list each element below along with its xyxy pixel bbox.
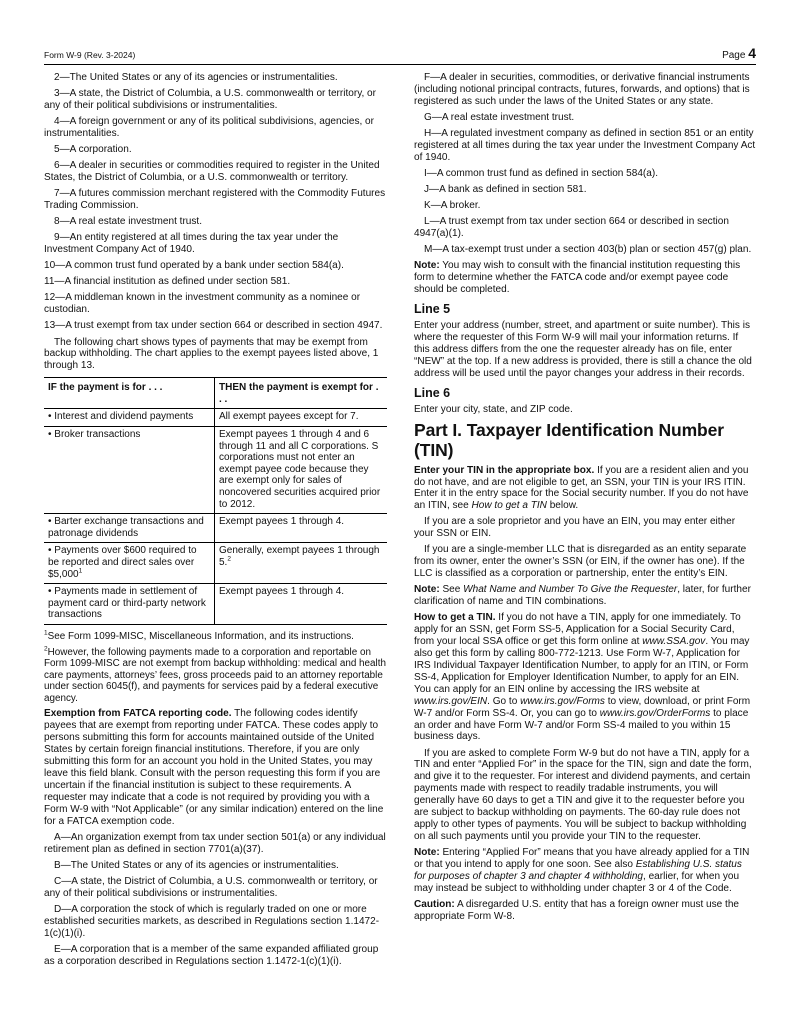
fatca-code-b: B—The United States or any of its agencies or instrumentalities. bbox=[54, 859, 339, 871]
irs-forms-link[interactable]: www.irs.gov/Forms bbox=[520, 695, 605, 707]
sole-proprietor-paragraph: If you are a sole proprietor and you have an EIN, you may enter either your SSN or EIN. bbox=[414, 516, 736, 540]
fatca-code-l: L—A trust exempt from tax under section 664 or described in section 4947(a)(1). bbox=[414, 216, 729, 240]
fatca-code-k: K—A broker. bbox=[424, 200, 481, 212]
left-column bbox=[44, 72, 387, 972]
note-fatca: Note: You may wish to consult with the financial institution requesting this form to determine whether the FATCA code and/or exempt payee code should be completed. bbox=[414, 260, 741, 296]
table-header-if: IF the payment is for . . . bbox=[44, 378, 215, 409]
form-label: Form W-9 (Rev. 3-2024) bbox=[44, 50, 136, 60]
fatca-code-g: G—A real estate investment trust. bbox=[424, 111, 575, 123]
fatca-code-c: C—A state, the District of Columbia, a U.S. commonwealth or territory, or any of their political subdivisions or instrumentalities. bbox=[44, 875, 378, 899]
table-cell-then: Exempt payees 1 through 4 and 6 through 11 and all C corporations. S corporations must not enter an exempt payee code because they are exempt only for sales of noncovered securities acquired prior to 2012. bbox=[215, 427, 388, 514]
exempt-payee-5: 5—A corporation. bbox=[54, 144, 132, 156]
exempt-payee-10: 10—A common trust fund operated by a bank under section 584(a). bbox=[44, 260, 344, 272]
exempt-payee-13: 13—A trust exempt from tax under section 664 or described in section 4947. bbox=[44, 320, 383, 332]
exempt-payee-8: 8—A real estate investment trust. bbox=[54, 216, 202, 228]
table-cell-then: All exempt payees except for 7. bbox=[215, 409, 388, 427]
footnote-ref: 2 bbox=[227, 555, 231, 563]
table-cell-if: • Interest and dividend payments bbox=[44, 409, 215, 427]
enter-tin-paragraph: Enter your TIN in the appropriate box. If you are a resident alien and you do not have, and are not eligible to get, an SSN, your TIN is your IRS ITIN. Enter it in the entry space for the Social security number. If you do not have an ITIN, see How to get a TIN below. bbox=[414, 464, 749, 512]
fatca-code-e: E—A corporation that is a member of the same expanded affiliated group as a corporation described in Regulations section 1.1472-1(c)(1)(i). bbox=[44, 943, 379, 967]
fatca-code-i: I—A common trust fund as defined in section 584(a). bbox=[424, 167, 658, 179]
fatca-code-f: F—A dealer in securities, commodities, or derivative financial instruments (including notional principal contracts, futures, forwards, and options) that is registered as such under the laws of the United States or any state. bbox=[414, 72, 750, 107]
fatca-title: Exemption from FATCA reporting code. bbox=[44, 708, 232, 720]
fatca-code-a: A—An organization exempt from tax under section 501(a) or any individual retirement plan as defined in section 7701(a)(37). bbox=[44, 831, 386, 855]
fatca-code-j: J—A bank as defined in section 581. bbox=[424, 184, 587, 195]
page-number: Page 4 bbox=[722, 45, 756, 61]
single-llc-paragraph: If you are a single-member LLC that is disregarded as an entity separate from its owner, enter the owner’s SSN (or EIN, if the owner has one). If the LLC is classified as a corporation or partnership, enter the entity’s EIN. bbox=[414, 544, 747, 580]
line6-heading: Line 6 bbox=[414, 385, 451, 400]
fatca-code-d: D—A corporation the stock of which is regularly traded on one or more established securities markets, as described in Regulations section 1.1472-1(c)(1)(i). bbox=[44, 903, 380, 939]
table-row bbox=[44, 409, 387, 427]
table-row bbox=[44, 427, 387, 514]
table-cell-if: • Broker transactions bbox=[44, 427, 215, 514]
fatca-paragraph: Exemption from FATCA reporting code. The following codes identify payees that are exempt from reporting under FATCA. These codes apply to persons submitting this form for accounts maintained outside of the United States by certain foreign financial institutions. Therefore, if you are only submitting this form for an account you hold in the United States, you may leave this field blank. Consult with the person requesting this form if you are uncertain if the financial institution is subject to these requirements. A requester may indicate that a code is not required by providing you with a Form W-9 with “Not Applicable” (or any similar indication) entered on the line for a FATCA exemption code. bbox=[44, 708, 384, 827]
table-cell-then: Exempt payees 1 through 4. bbox=[215, 514, 388, 543]
exempt-payee-2: 2—The United States or any of its agencies or instrumentalities. bbox=[54, 72, 338, 83]
footnote-1: $^1$See Form 1099-MISC, Miscellaneous Information, and its instructions. bbox=[44, 629, 354, 642]
line6-body: Enter your city, state, and ZIP code. bbox=[414, 403, 573, 415]
table-cell-then: Generally, exempt payees 1 through 5.$^2$ bbox=[215, 543, 388, 584]
table-header-then: THEN the payment is exempt for . . . bbox=[215, 378, 388, 409]
exempt-payee-9: 9—An entity registered at all times during the tax year under the Investment Company Act of 1940. bbox=[44, 232, 339, 256]
fatca-code-h: H—A regulated investment company as defined in section 851 or an entity registered at all times during the tax year under the Investment Company Act of 1940. bbox=[414, 128, 756, 163]
how-to-get-tin-paragraph: How to get a TIN. If you do not have a TIN, apply for one immediately. To apply for an SSN, get Form SS-5, Application for a Social Security Card, from your local SSA office or get this form online at www.SSA.gov. You may also get this form by calling 800-772-1213. Use Form W-7, Application for IRS Individual Taxpayer Identification Number, to apply for an ITIN, or Form SS-4, Application for Employer Identification Number, to apply for an EIN. You can apply for an EIN online by accessing the IRS website at www.irs.gov/EIN. Go to www.irs.gov/Forms to view, download, or print Form W-7 and/or Form SS-4. Or, you can go to www.irs.gov/OrderForms to place an order and have Form W-7 and/or Form SS-4 mailed to you within 15 business days. bbox=[414, 612, 751, 743]
exempt-payee-7: 7—A futures commission merchant registered with the Commodity Futures Trading Commission. bbox=[44, 188, 386, 212]
irs-ein-link[interactable]: www.irs.gov/EIN bbox=[414, 695, 488, 707]
table-header-row bbox=[44, 378, 387, 409]
exempt-payee-6: 6—A dealer in securities or commodities required to register in the United States, the District of Columbia, or a U.S. commonwealth or territory. bbox=[44, 160, 380, 184]
footnote-ref: 1 bbox=[78, 567, 83, 575]
caution-paragraph: Caution: A disregarded U.S. entity that has a foreign owner must use the appropriate Form W-8. bbox=[414, 898, 740, 922]
table-cell-then: Exempt payees 1 through 4. bbox=[215, 584, 388, 625]
note-applied-for: Note: Entering “Applied For” means that you have already applied for a TIN or that you intend to apply for one soon. See also Establishing U.S. status for purposes of chapter 3 and chapter 4 withholding, earlier, for when you may instead be subject to withholding under chapter 3 or 4 of the Code. bbox=[414, 846, 750, 894]
footnote-2: $^2$However, the following payments made to a corporation and reportable on Form 1099-MISC are not exempt from backup withholding: medical and health care payments, attorneys’ fees, gross proceeds paid to an attorney reportable under section 6045(f), and payments for services paid by a federal executive agency. bbox=[44, 645, 386, 704]
ssa-link[interactable]: www.SSA.gov bbox=[642, 636, 706, 648]
table-row bbox=[44, 584, 387, 625]
part1-heading: Part I. Taxpayer Identification Number (TIN) bbox=[414, 419, 724, 460]
irs-orderforms-link[interactable]: www.irs.gov/OrderForms bbox=[599, 707, 711, 719]
table-row bbox=[44, 514, 387, 543]
chart-intro: The following chart shows types of payments that may be exempt from backup withholding. The chart applies to the exempt payees listed above, 1 through 13. bbox=[44, 336, 379, 372]
right-column bbox=[414, 72, 756, 927]
note-name-number: Note: See What Name and Number To Give the Requester, later, for further clarification of name and TIN combinations. bbox=[414, 584, 751, 608]
exempt-payee-12: 12—A middleman known in the investment community as a nominee or custodian. bbox=[44, 292, 361, 316]
exempt-payee-3: 3—A state, the District of Columbia, a U.S. commonwealth or territory, or any of their political subdivisions or instrumentalities. bbox=[44, 88, 376, 111]
exempt-payee-11: 11—A financial institution as defined under section 581. bbox=[44, 276, 291, 288]
line5-body: Enter your address (number, street, and apartment or suite number). This is where the requester of this Form W-9 will mail your information returns. If this address differs from the one the requester already has on file, enter “NEW” at the top. If a new address is provided, there is still a chance the old address will be used until the payor changes your address in their records. bbox=[414, 320, 752, 379]
fatca-code-m: M—A tax-exempt trust under a section 403(b) plan or section 457(g) plan. bbox=[424, 244, 752, 256]
table-row bbox=[44, 543, 387, 584]
table-cell-if: • Payments over $600 required to be reported and direct sales over $5,000$^1$ bbox=[44, 543, 215, 584]
page-header bbox=[44, 42, 756, 65]
exempt-payee-4: 4—A foreign government or any of its political subdivisions, agencies, or instrumentalities. bbox=[44, 116, 374, 139]
exempt-payments-table bbox=[44, 377, 387, 625]
applied-for-paragraph: If you are asked to complete Form W-9 but do not have a TIN, apply for a TIN and enter “Applied For” in the space for the TIN, sign and date the form, and give it to the requester. For interest and dividend payments, and certain payments made with respect to readily tradable instruments, you will generally have 60 days to get a TIN and give it to the requester before you are subject to backup withholding on payments. The 60-day rule does not apply to other types of payments. You will be subject to backup withholding on all such payments until you provide your TIN to the requester. bbox=[414, 747, 752, 842]
table-cell-if: • Barter exchange transactions and patronage dividends bbox=[44, 514, 215, 543]
line5-heading: Line 5 bbox=[414, 302, 451, 316]
table-cell-if: • Payments made in settlement of payment card or third-party network transactions bbox=[44, 584, 215, 625]
